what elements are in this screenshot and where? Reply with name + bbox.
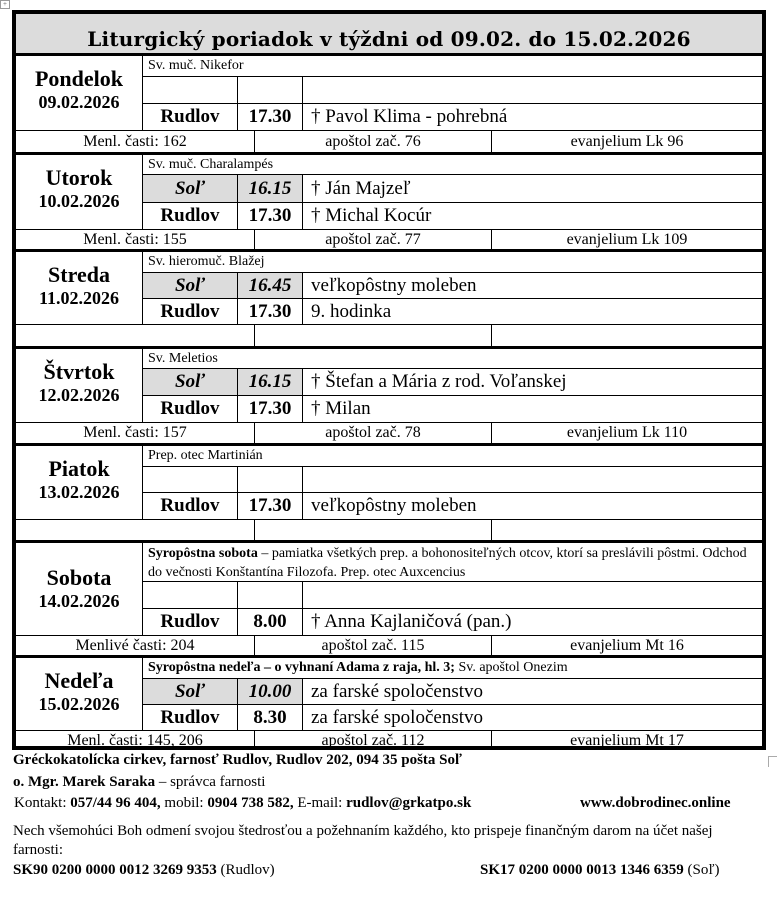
priest-line: [13, 774, 265, 791]
variable-parts: Menl. časti: 157: [16, 423, 255, 443]
table-header: [16, 14, 762, 56]
service-time: 16.15: [238, 369, 303, 395]
service-time: 8.30: [238, 705, 303, 730]
service-row: [143, 609, 762, 635]
saint-text: Sv. muč. Charalampés: [148, 157, 274, 172]
day-block-saturday: [16, 540, 762, 655]
readings-row: [16, 730, 762, 749]
service-intention: † Ján Majzeľ: [311, 178, 411, 199]
day-date: 15.02.2026: [38, 694, 120, 714]
gospel-reading: evanjelium Mt 17: [570, 732, 684, 749]
day-cell: [16, 56, 143, 130]
service-time: 17.30: [238, 203, 303, 229]
iban-rudlov: [13, 862, 275, 879]
service-intention: † Anna Kajlaničová (pan.): [311, 611, 512, 632]
day-block-sunday: [16, 655, 762, 749]
service-place: Soľ: [143, 369, 238, 395]
service-row: [143, 493, 762, 519]
service-time: 17.30: [238, 104, 303, 130]
priest-role: – správca farnosti: [155, 774, 266, 790]
service-row: [143, 77, 762, 104]
service-intention: [303, 582, 762, 608]
service-row: [143, 582, 762, 609]
saint-of-day: [143, 56, 762, 77]
gospel-reading: evanjelium Mt 16: [570, 637, 684, 654]
apostle-reading: [255, 325, 492, 346]
saint-of-day: [143, 252, 762, 273]
service-time: 16.45: [238, 273, 303, 298]
mobile: 0904 738 582,: [207, 795, 294, 811]
readings-row: [16, 635, 762, 656]
service-place: Soľ: [143, 273, 238, 298]
saint-feast-bold: Syropôstna nedeľa – o vyhnaní Adama z raja, hl. 3;: [148, 660, 455, 675]
day-cell: [16, 252, 143, 324]
service-intention: za farské spoločenstvo: [311, 681, 483, 702]
service-time: [238, 77, 303, 103]
gospel-reading: [492, 325, 762, 346]
day-date: 10.02.2026: [38, 191, 120, 211]
variable-parts: [16, 325, 255, 346]
page-title: Liturgický poriadok v týždni od 09.02. do 15.02.2026: [87, 27, 691, 51]
day-cell: [16, 446, 143, 519]
gospel-reading: evanjelium Lk 109: [566, 231, 688, 248]
apostle-reading: apoštol zač. 77: [255, 230, 492, 249]
saint-of-day: [143, 446, 762, 467]
service-place: Rudlov: [143, 705, 238, 730]
service-intention: [303, 77, 762, 103]
iban-number: SK90 0200 0000 0012 3269 9353: [13, 862, 217, 878]
service-intention: veľkopôstny moleben: [311, 275, 477, 296]
service-row-sol: [143, 175, 762, 203]
day-cell: [16, 658, 143, 730]
day-block-tuesday: [16, 152, 762, 249]
day-name: Štvrtok: [43, 359, 115, 384]
day-block-friday: [16, 443, 762, 540]
day-name: Nedeľa: [44, 668, 114, 693]
service-intention: † Milan: [311, 398, 371, 419]
priest-name: o. Mgr. Marek Saraka: [13, 774, 156, 790]
contact-line: [14, 795, 471, 812]
service-time: [238, 467, 303, 492]
service-time: 16.15: [238, 175, 303, 202]
saint-of-day: [143, 543, 762, 582]
day-name: Piatok: [48, 456, 110, 481]
saint-of-day: [143, 155, 762, 175]
readings-row: [16, 130, 762, 152]
day-date: 14.02.2026: [38, 591, 120, 611]
email-label: E-mail:: [293, 795, 347, 811]
parish-address: [13, 752, 462, 769]
iban-sol: [480, 862, 719, 879]
variable-parts: [16, 520, 255, 540]
service-intention: † Michal Kocúr: [311, 205, 432, 226]
day-block-monday: [16, 56, 762, 152]
iban-label: (Soľ): [683, 862, 720, 878]
service-place: Rudlov: [143, 396, 238, 422]
variable-parts: Menlivé časti: 204: [16, 636, 255, 656]
day-name: Sobota: [46, 565, 112, 590]
service-place: [143, 77, 238, 103]
service-time: 17.30: [238, 493, 303, 519]
gospel-reading: evanjelium Lk 96: [570, 133, 684, 150]
service-place: Rudlov: [143, 203, 238, 229]
apostle-reading: apoštol zač. 76: [255, 131, 492, 152]
service-row: [143, 299, 762, 324]
iban-number: SK17 0200 0000 0013 1346 6359: [480, 862, 684, 878]
service-time: [238, 582, 303, 608]
service-place: Soľ: [143, 679, 238, 704]
iban-label: (Rudlov): [216, 862, 275, 878]
day-cell: [16, 349, 143, 422]
day-name: Utorok: [45, 165, 113, 190]
apostle-reading: apoštol zač. 112: [255, 731, 492, 749]
saint-text: – pamiatka všetkých prep. a bohonositeľných otcov, ktorí sa preslávili pôstmi. Odchod do večnosti Konštantína Filozofa. Prep. otec Auxcencius: [148, 546, 747, 580]
saint-text: Sv. Meletios: [148, 351, 218, 366]
blessing-text: Nech všemohúci Boh odmení svojou štedrosťou a požehnaním každého, kto prispeje finančným darom na účet našej farnosti:: [13, 823, 713, 858]
day-date: 12.02.2026: [38, 385, 120, 405]
contact-label: Kontakt:: [14, 795, 71, 811]
table-move-handle-icon[interactable]: +: [0, 0, 10, 9]
day-block-thursday: [16, 346, 762, 443]
service-intention: veľkopôstny moleben: [311, 495, 477, 516]
day-date: 09.02.2026: [38, 92, 120, 112]
service-place: Rudlov: [143, 104, 238, 130]
service-row-sol: [143, 369, 762, 396]
service-intention: [303, 467, 762, 492]
service-row-sol: [143, 679, 762, 705]
service-row: [143, 705, 762, 730]
day-cell: [16, 155, 143, 229]
saint-text: Sv. muč. Nikefor: [148, 58, 244, 73]
website-link[interactable]: www.dobrodinec.online: [580, 795, 731, 811]
service-place: [143, 467, 238, 492]
service-row: [143, 203, 762, 229]
apostle-reading: [255, 520, 492, 540]
mobile-label: mobil:: [160, 795, 208, 811]
website-line: [580, 795, 731, 812]
saint-feast-bold: Syropôstna sobota: [148, 546, 258, 561]
parish-address-text: Gréckokatolícka cirkev, farnosť Rudlov, Rudlov 202, 094 35 pošta Soľ: [13, 752, 463, 768]
day-name: Streda: [48, 262, 110, 287]
phone: 057/44 96 404,: [70, 795, 161, 811]
apostle-reading: apoštol zač. 78: [255, 423, 492, 443]
service-row-sol: [143, 273, 762, 299]
variable-parts: Menl. časti: 155: [16, 230, 255, 249]
page-corner-mark: [768, 756, 777, 767]
service-place: Rudlov: [143, 493, 238, 519]
saint-of-day: [143, 658, 762, 679]
service-place: Rudlov: [143, 299, 238, 324]
service-row: [143, 467, 762, 493]
service-intention: 9. hodinka: [311, 301, 392, 322]
apostle-reading: apoštol zač. 115: [255, 636, 492, 656]
day-name: Pondelok: [34, 66, 124, 91]
service-place: Rudlov: [143, 609, 238, 635]
readings-row: [16, 422, 762, 443]
service-place: [143, 582, 238, 608]
day-date: 11.02.2026: [38, 288, 119, 308]
service-time: 8.00: [238, 609, 303, 635]
liturgical-schedule-table: [12, 10, 766, 750]
service-place: Soľ: [143, 175, 238, 202]
gospel-reading: [492, 520, 762, 540]
service-intention: † Štefan a Mária z rod. Voľanskej: [311, 371, 567, 392]
service-row: [143, 396, 762, 422]
readings-row: [16, 324, 762, 346]
readings-row: [16, 519, 762, 540]
service-time: 17.30: [238, 299, 303, 324]
service-time: 17.30: [238, 396, 303, 422]
day-block-wednesday: [16, 249, 762, 346]
day-cell: [16, 543, 143, 635]
gospel-reading: evanjelium Lk 110: [566, 424, 688, 441]
variable-parts: Menl. časti: 162: [16, 131, 255, 152]
saint-text: Sv. hieromuč. Blažej: [148, 254, 265, 269]
saint-text: Prep. otec Martinián: [148, 448, 263, 463]
saint-of-day: [143, 349, 762, 369]
service-intention: † Pavol Klima - pohrebná: [311, 106, 508, 127]
service-intention: za farské spoločenstvo: [311, 707, 483, 728]
email-link[interactable]: rudlov@grkatpo.sk: [346, 795, 472, 811]
readings-row: [16, 229, 762, 249]
service-row: [143, 104, 762, 130]
saint-text: Sv. apoštol Onezim: [454, 660, 568, 675]
variable-parts: Menl. časti: 145, 206: [16, 731, 255, 749]
day-date: 13.02.2026: [38, 482, 120, 502]
service-time: 10.00: [238, 679, 303, 704]
